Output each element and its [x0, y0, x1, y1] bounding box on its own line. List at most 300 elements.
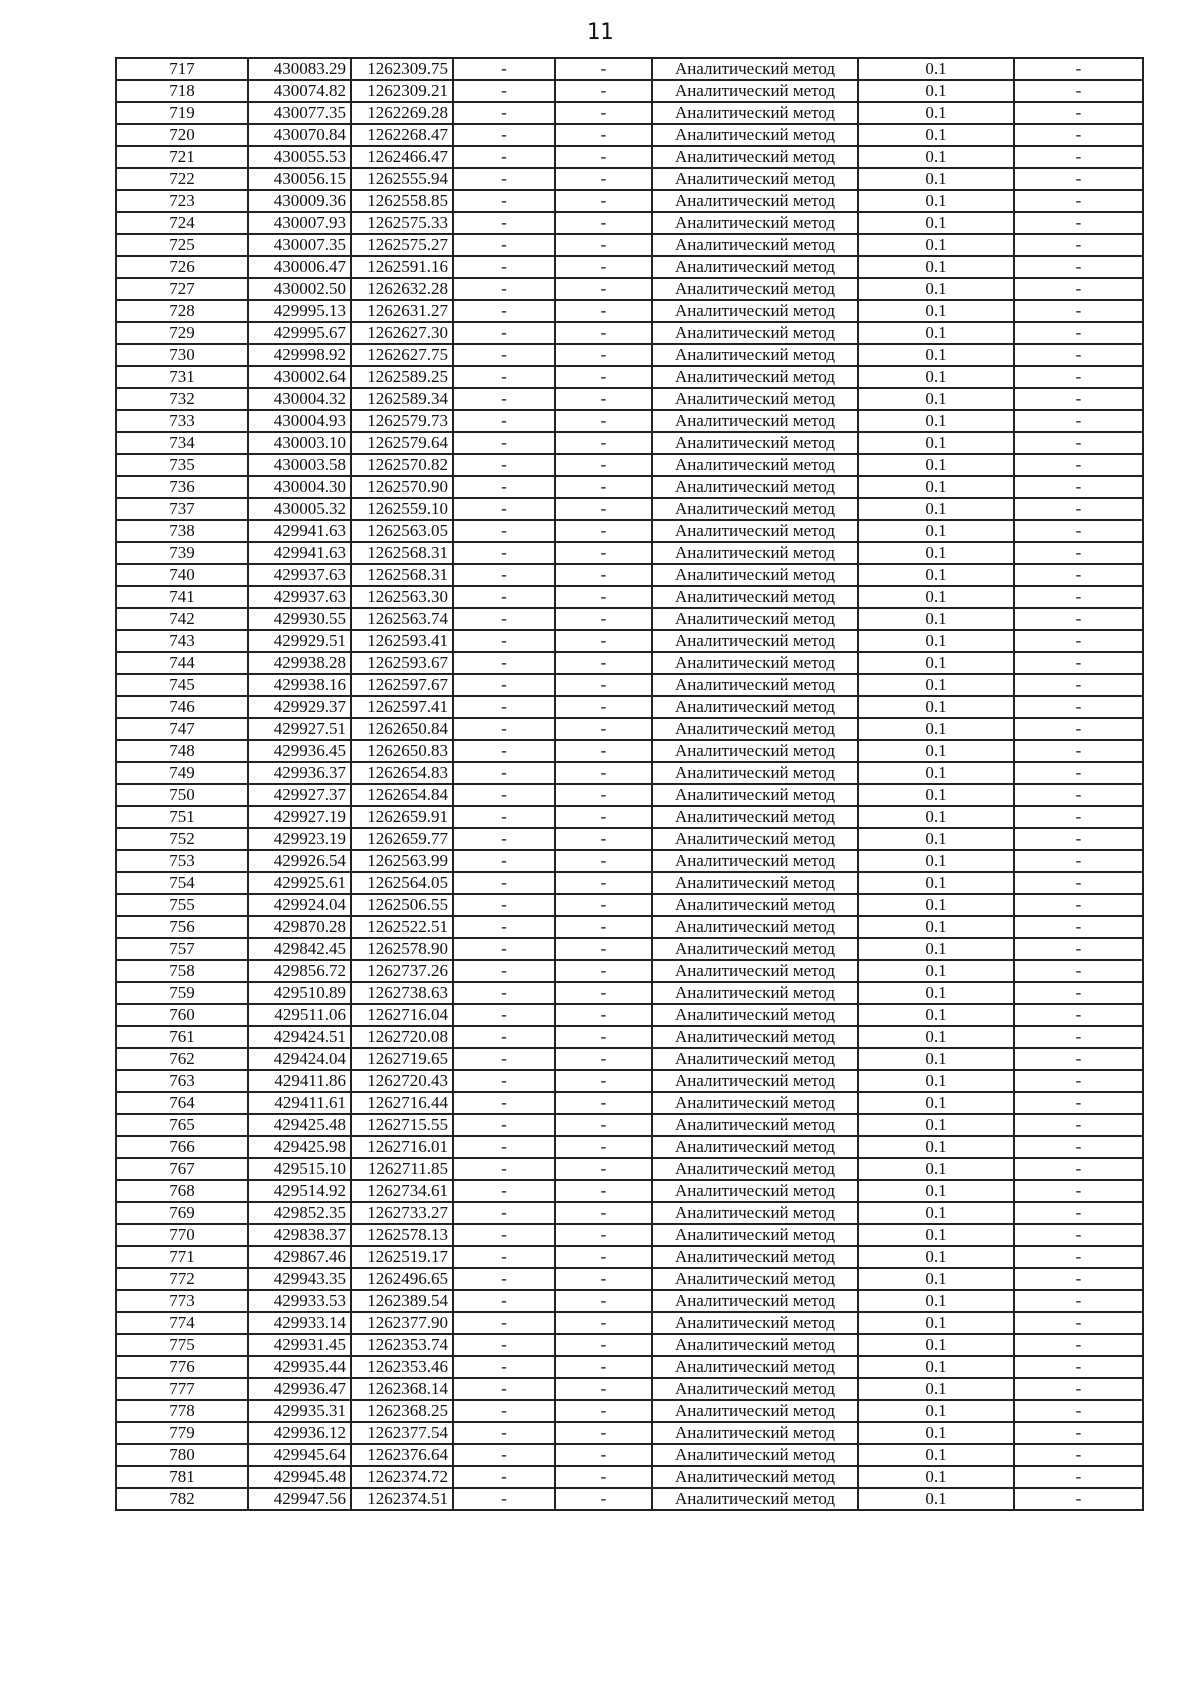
accuracy-cell: 0.1: [858, 1268, 1014, 1290]
accuracy-cell: 0.1: [858, 1356, 1014, 1378]
coord-y: 1262734.61: [351, 1180, 453, 1202]
accuracy-cell: 0.1: [858, 1224, 1014, 1246]
point-number: 717: [116, 58, 248, 80]
coord-y: 1262376.64: [351, 1444, 453, 1466]
value-dash-3: -: [1014, 102, 1143, 124]
method-cell: Аналитический метод: [652, 608, 858, 630]
value-dash-2: -: [555, 1290, 652, 1312]
coord-y: 1262578.13: [351, 1224, 453, 1246]
table-row: [116, 322, 1143, 344]
table-row: [116, 674, 1143, 696]
value-dash-1: -: [453, 1004, 555, 1026]
value-dash-3: -: [1014, 454, 1143, 476]
point-number: 769: [116, 1202, 248, 1224]
table-row: [116, 1026, 1143, 1048]
coord-y: 1262716.04: [351, 1004, 453, 1026]
value-dash-3: -: [1014, 608, 1143, 630]
coord-x: 430003.58: [248, 454, 351, 476]
coord-x: 429931.45: [248, 1334, 351, 1356]
coord-x: 429945.48: [248, 1466, 351, 1488]
point-number: 735: [116, 454, 248, 476]
value-dash-2: -: [555, 1334, 652, 1356]
coord-y: 1262353.46: [351, 1356, 453, 1378]
value-dash-2: -: [555, 102, 652, 124]
coord-y: 1262589.25: [351, 366, 453, 388]
table-row: [116, 828, 1143, 850]
coord-y: 1262597.41: [351, 696, 453, 718]
coord-x: 429926.54: [248, 850, 351, 872]
value-dash-3: -: [1014, 146, 1143, 168]
coord-y: 1262737.26: [351, 960, 453, 982]
method-cell: Аналитический метод: [652, 894, 858, 916]
coord-x: 429938.16: [248, 674, 351, 696]
value-dash-3: -: [1014, 388, 1143, 410]
accuracy-cell: 0.1: [858, 1092, 1014, 1114]
accuracy-cell: 0.1: [858, 124, 1014, 146]
coord-y: 1262368.14: [351, 1378, 453, 1400]
value-dash-2: -: [555, 1466, 652, 1488]
table-row: [116, 586, 1143, 608]
table-row: [116, 542, 1143, 564]
value-dash-3: -: [1014, 344, 1143, 366]
value-dash-1: -: [453, 828, 555, 850]
accuracy-cell: 0.1: [858, 850, 1014, 872]
table-row: [116, 960, 1143, 982]
point-number: 724: [116, 212, 248, 234]
coord-x: 429941.63: [248, 542, 351, 564]
coord-y: 1262738.63: [351, 982, 453, 1004]
value-dash-2: -: [555, 146, 652, 168]
point-number: 746: [116, 696, 248, 718]
value-dash-1: -: [453, 784, 555, 806]
point-number: 736: [116, 476, 248, 498]
value-dash-2: -: [555, 1202, 652, 1224]
coord-y: 1262716.44: [351, 1092, 453, 1114]
table-row: [116, 256, 1143, 278]
point-number: 775: [116, 1334, 248, 1356]
method-cell: Аналитический метод: [652, 1158, 858, 1180]
value-dash-3: -: [1014, 1180, 1143, 1202]
accuracy-cell: 0.1: [858, 696, 1014, 718]
point-number: 730: [116, 344, 248, 366]
value-dash-2: -: [555, 982, 652, 1004]
table-row: [116, 454, 1143, 476]
accuracy-cell: 0.1: [858, 454, 1014, 476]
coord-y: 1262659.91: [351, 806, 453, 828]
coord-y: 1262563.99: [351, 850, 453, 872]
method-cell: Аналитический метод: [652, 740, 858, 762]
method-cell: Аналитический метод: [652, 1070, 858, 1092]
table-row: [116, 1224, 1143, 1246]
accuracy-cell: 0.1: [858, 1466, 1014, 1488]
value-dash-1: -: [453, 1136, 555, 1158]
accuracy-cell: 0.1: [858, 762, 1014, 784]
coord-x: 429936.47: [248, 1378, 351, 1400]
coord-y: 1262593.67: [351, 652, 453, 674]
value-dash-2: -: [555, 674, 652, 696]
accuracy-cell: 0.1: [858, 960, 1014, 982]
accuracy-cell: 0.1: [858, 828, 1014, 850]
value-dash-2: -: [555, 1400, 652, 1422]
coord-y: 1262568.31: [351, 564, 453, 586]
coord-x: 429842.45: [248, 938, 351, 960]
value-dash-3: -: [1014, 696, 1143, 718]
accuracy-cell: 0.1: [858, 322, 1014, 344]
coord-x: 430083.29: [248, 58, 351, 80]
value-dash-3: -: [1014, 740, 1143, 762]
coord-y: 1262654.84: [351, 784, 453, 806]
coord-y: 1262555.94: [351, 168, 453, 190]
table-row: [116, 740, 1143, 762]
coord-y: 1262719.65: [351, 1048, 453, 1070]
method-cell: Аналитический метод: [652, 916, 858, 938]
value-dash-3: -: [1014, 828, 1143, 850]
method-cell: Аналитический метод: [652, 190, 858, 212]
value-dash-2: -: [555, 212, 652, 234]
table-row: [116, 1202, 1143, 1224]
coord-x: 429411.61: [248, 1092, 351, 1114]
accuracy-cell: 0.1: [858, 256, 1014, 278]
coord-x: 429938.28: [248, 652, 351, 674]
accuracy-cell: 0.1: [858, 740, 1014, 762]
point-number: 725: [116, 234, 248, 256]
table-row: [116, 762, 1143, 784]
method-cell: Аналитический метод: [652, 1092, 858, 1114]
point-number: 718: [116, 80, 248, 102]
value-dash-2: -: [555, 124, 652, 146]
value-dash-2: -: [555, 718, 652, 740]
accuracy-cell: 0.1: [858, 102, 1014, 124]
table-row: [116, 212, 1143, 234]
value-dash-2: -: [555, 410, 652, 432]
value-dash-2: -: [555, 520, 652, 542]
value-dash-2: -: [555, 1026, 652, 1048]
value-dash-2: -: [555, 432, 652, 454]
method-cell: Аналитический метод: [652, 1180, 858, 1202]
value-dash-3: -: [1014, 1004, 1143, 1026]
coord-x: 429927.51: [248, 718, 351, 740]
value-dash-2: -: [555, 1378, 652, 1400]
point-number: 745: [116, 674, 248, 696]
point-number: 742: [116, 608, 248, 630]
coord-x: 429937.63: [248, 586, 351, 608]
point-number: 748: [116, 740, 248, 762]
value-dash-1: -: [453, 542, 555, 564]
method-cell: Аналитический метод: [652, 432, 858, 454]
method-cell: Аналитический метод: [652, 454, 858, 476]
method-cell: Аналитический метод: [652, 410, 858, 432]
value-dash-2: -: [555, 1180, 652, 1202]
coord-y: 1262374.51: [351, 1488, 453, 1510]
method-cell: Аналитический метод: [652, 168, 858, 190]
value-dash-3: -: [1014, 1026, 1143, 1048]
value-dash-2: -: [555, 388, 652, 410]
coord-y: 1262720.43: [351, 1070, 453, 1092]
value-dash-2: -: [555, 740, 652, 762]
method-cell: Аналитический метод: [652, 1004, 858, 1026]
table-row: [116, 872, 1143, 894]
point-number: 752: [116, 828, 248, 850]
point-number: 721: [116, 146, 248, 168]
coord-x: 429514.92: [248, 1180, 351, 1202]
value-dash-2: -: [555, 1004, 652, 1026]
coord-x: 430005.32: [248, 498, 351, 520]
accuracy-cell: 0.1: [858, 1004, 1014, 1026]
coord-x: 429867.46: [248, 1246, 351, 1268]
value-dash-1: -: [453, 652, 555, 674]
coord-y: 1262389.54: [351, 1290, 453, 1312]
value-dash-1: -: [453, 1202, 555, 1224]
point-number: 743: [116, 630, 248, 652]
point-number: 749: [116, 762, 248, 784]
table-row: [116, 1268, 1143, 1290]
table-row: [116, 1004, 1143, 1026]
accuracy-cell: 0.1: [858, 1136, 1014, 1158]
accuracy-cell: 0.1: [858, 234, 1014, 256]
method-cell: Аналитический метод: [652, 256, 858, 278]
value-dash-3: -: [1014, 1356, 1143, 1378]
value-dash-3: -: [1014, 938, 1143, 960]
value-dash-1: -: [453, 388, 555, 410]
point-number: 740: [116, 564, 248, 586]
coord-x: 430003.10: [248, 432, 351, 454]
point-number: 719: [116, 102, 248, 124]
value-dash-1: -: [453, 1488, 555, 1510]
value-dash-1: -: [453, 212, 555, 234]
value-dash-1: -: [453, 1422, 555, 1444]
table-row: [116, 850, 1143, 872]
method-cell: Аналитический метод: [652, 344, 858, 366]
point-number: 757: [116, 938, 248, 960]
coord-x: 429936.12: [248, 1422, 351, 1444]
coord-x: 430004.30: [248, 476, 351, 498]
point-number: 756: [116, 916, 248, 938]
value-dash-2: -: [555, 278, 652, 300]
point-number: 750: [116, 784, 248, 806]
point-number: 751: [116, 806, 248, 828]
coord-y: 1262496.65: [351, 1268, 453, 1290]
value-dash-1: -: [453, 278, 555, 300]
table-row: [116, 1422, 1143, 1444]
accuracy-cell: 0.1: [858, 278, 1014, 300]
point-number: 723: [116, 190, 248, 212]
coord-y: 1262578.90: [351, 938, 453, 960]
accuracy-cell: 0.1: [858, 1400, 1014, 1422]
point-number: 780: [116, 1444, 248, 1466]
table-row: [116, 80, 1143, 102]
accuracy-cell: 0.1: [858, 300, 1014, 322]
point-number: 729: [116, 322, 248, 344]
table-row: [116, 1312, 1143, 1334]
value-dash-3: -: [1014, 1334, 1143, 1356]
table-row: [116, 916, 1143, 938]
coord-y: 1262650.84: [351, 718, 453, 740]
point-number: 759: [116, 982, 248, 1004]
coord-y: 1262589.34: [351, 388, 453, 410]
value-dash-3: -: [1014, 168, 1143, 190]
value-dash-3: -: [1014, 1268, 1143, 1290]
table-body: [116, 58, 1143, 1510]
point-number: 768: [116, 1180, 248, 1202]
table-row: [116, 1048, 1143, 1070]
table-row: [116, 784, 1143, 806]
value-dash-3: -: [1014, 806, 1143, 828]
value-dash-1: -: [453, 1334, 555, 1356]
coord-x: 430007.35: [248, 234, 351, 256]
coord-x: 429930.55: [248, 608, 351, 630]
value-dash-2: -: [555, 894, 652, 916]
value-dash-3: -: [1014, 982, 1143, 1004]
coord-x: 430074.82: [248, 80, 351, 102]
value-dash-1: -: [453, 982, 555, 1004]
coord-y: 1262568.31: [351, 542, 453, 564]
method-cell: Аналитический метод: [652, 872, 858, 894]
value-dash-3: -: [1014, 124, 1143, 146]
coord-y: 1262570.90: [351, 476, 453, 498]
table-row: [116, 432, 1143, 454]
table-row: [116, 1246, 1143, 1268]
value-dash-3: -: [1014, 520, 1143, 542]
table-row: [116, 300, 1143, 322]
point-number: 722: [116, 168, 248, 190]
value-dash-2: -: [555, 190, 652, 212]
accuracy-cell: 0.1: [858, 652, 1014, 674]
value-dash-3: -: [1014, 80, 1143, 102]
coord-y: 1262654.83: [351, 762, 453, 784]
accuracy-cell: 0.1: [858, 1290, 1014, 1312]
coord-x: 430002.64: [248, 366, 351, 388]
accuracy-cell: 0.1: [858, 1026, 1014, 1048]
value-dash-1: -: [453, 410, 555, 432]
accuracy-cell: 0.1: [858, 586, 1014, 608]
page-number: 11: [586, 20, 614, 45]
value-dash-3: -: [1014, 476, 1143, 498]
coord-x: 430004.32: [248, 388, 351, 410]
value-dash-3: -: [1014, 1202, 1143, 1224]
coord-x: 429945.64: [248, 1444, 351, 1466]
value-dash-3: -: [1014, 1312, 1143, 1334]
coord-x: 429995.67: [248, 322, 351, 344]
method-cell: Аналитический метод: [652, 1356, 858, 1378]
accuracy-cell: 0.1: [858, 1158, 1014, 1180]
value-dash-1: -: [453, 1070, 555, 1092]
coord-y: 1262564.05: [351, 872, 453, 894]
value-dash-3: -: [1014, 1290, 1143, 1312]
value-dash-1: -: [453, 80, 555, 102]
coord-y: 1262377.54: [351, 1422, 453, 1444]
table-row: [116, 982, 1143, 1004]
value-dash-3: -: [1014, 1114, 1143, 1136]
accuracy-cell: 0.1: [858, 1334, 1014, 1356]
table-row: [116, 520, 1143, 542]
coord-y: 1262353.74: [351, 1334, 453, 1356]
table-row: [116, 938, 1143, 960]
value-dash-2: -: [555, 652, 652, 674]
value-dash-1: -: [453, 696, 555, 718]
accuracy-cell: 0.1: [858, 784, 1014, 806]
method-cell: Аналитический метод: [652, 960, 858, 982]
value-dash-2: -: [555, 960, 652, 982]
coordinates-table: [115, 57, 1144, 1511]
table-row: [116, 806, 1143, 828]
value-dash-2: -: [555, 1246, 652, 1268]
point-number: 764: [116, 1092, 248, 1114]
method-cell: Аналитический метод: [652, 300, 858, 322]
value-dash-2: -: [555, 1158, 652, 1180]
value-dash-3: -: [1014, 1466, 1143, 1488]
coord-y: 1262522.51: [351, 916, 453, 938]
point-number: 765: [116, 1114, 248, 1136]
point-number: 773: [116, 1290, 248, 1312]
table-row: [116, 652, 1143, 674]
value-dash-2: -: [555, 762, 652, 784]
method-cell: Аналитический метод: [652, 564, 858, 586]
coord-y: 1262558.85: [351, 190, 453, 212]
method-cell: Аналитический метод: [652, 1378, 858, 1400]
point-number: 778: [116, 1400, 248, 1422]
value-dash-2: -: [555, 476, 652, 498]
coord-y: 1262519.17: [351, 1246, 453, 1268]
value-dash-1: -: [453, 718, 555, 740]
value-dash-1: -: [453, 630, 555, 652]
value-dash-1: -: [453, 146, 555, 168]
coord-x: 430007.93: [248, 212, 351, 234]
coord-y: 1262563.05: [351, 520, 453, 542]
accuracy-cell: 0.1: [858, 432, 1014, 454]
point-number: 737: [116, 498, 248, 520]
accuracy-cell: 0.1: [858, 564, 1014, 586]
method-cell: Аналитический метод: [652, 476, 858, 498]
table-row: [116, 1114, 1143, 1136]
value-dash-3: -: [1014, 762, 1143, 784]
coord-x: 429936.37: [248, 762, 351, 784]
method-cell: Аналитический метод: [652, 718, 858, 740]
accuracy-cell: 0.1: [858, 894, 1014, 916]
value-dash-2: -: [555, 630, 652, 652]
method-cell: Аналитический метод: [652, 234, 858, 256]
accuracy-cell: 0.1: [858, 146, 1014, 168]
value-dash-3: -: [1014, 894, 1143, 916]
coord-x: 429515.10: [248, 1158, 351, 1180]
value-dash-1: -: [453, 1466, 555, 1488]
value-dash-1: -: [453, 938, 555, 960]
accuracy-cell: 0.1: [858, 1202, 1014, 1224]
coord-x: 429510.89: [248, 982, 351, 1004]
value-dash-3: -: [1014, 1444, 1143, 1466]
coord-x: 429998.92: [248, 344, 351, 366]
coord-x: 430009.36: [248, 190, 351, 212]
accuracy-cell: 0.1: [858, 1312, 1014, 1334]
value-dash-1: -: [453, 1114, 555, 1136]
table-row: [116, 344, 1143, 366]
coord-x: 429924.04: [248, 894, 351, 916]
method-cell: Аналитический метод: [652, 762, 858, 784]
table-row: [116, 168, 1143, 190]
value-dash-2: -: [555, 168, 652, 190]
value-dash-3: -: [1014, 652, 1143, 674]
value-dash-2: -: [555, 1092, 652, 1114]
value-dash-1: -: [453, 300, 555, 322]
table-row: [116, 146, 1143, 168]
value-dash-2: -: [555, 542, 652, 564]
value-dash-2: -: [555, 1422, 652, 1444]
point-number: 761: [116, 1026, 248, 1048]
value-dash-3: -: [1014, 674, 1143, 696]
accuracy-cell: 0.1: [858, 476, 1014, 498]
coord-x: 429936.45: [248, 740, 351, 762]
coord-y: 1262716.01: [351, 1136, 453, 1158]
coord-x: 429943.35: [248, 1268, 351, 1290]
